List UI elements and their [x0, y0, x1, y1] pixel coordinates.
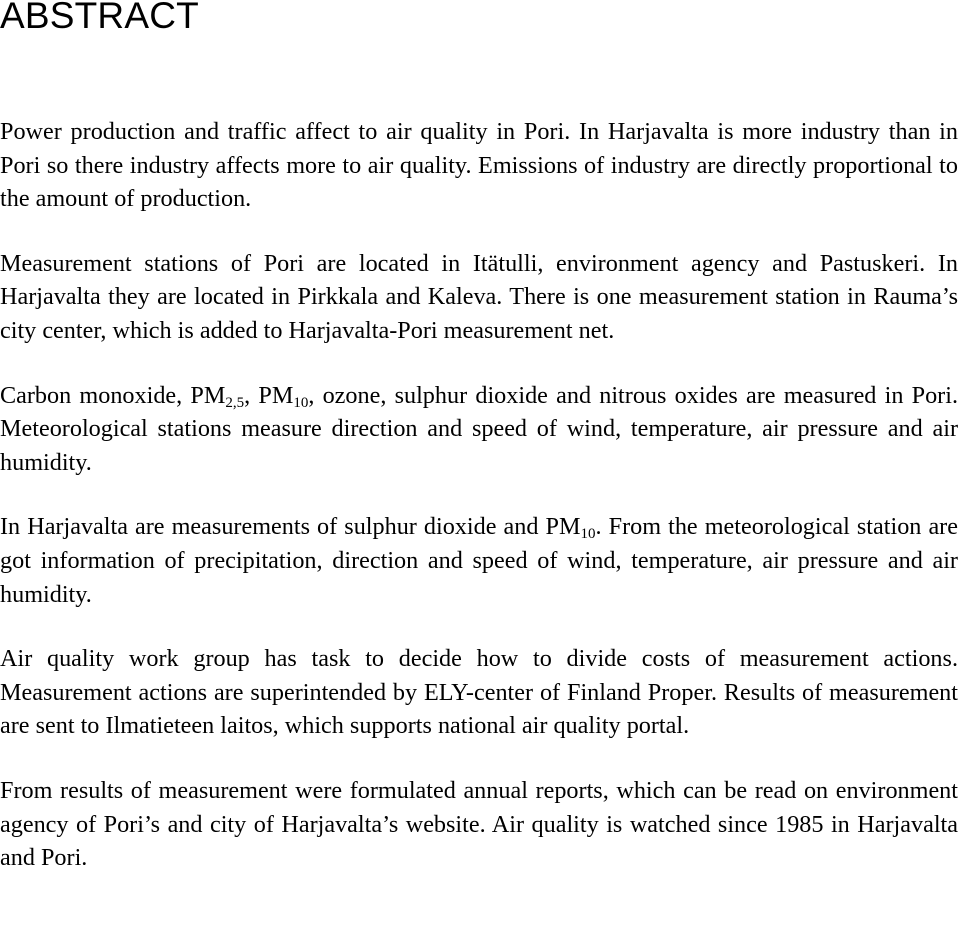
abstract-body	[0, 115, 958, 906]
paragraph-measurement-stations: Measurement stations of Pori are located in Itätulli, environment agency and Pastuskeri. In Harjavalta they are located in Pirkkala and Kaleva. There is one measurement station in Rauma’s city center, which is added to Harjavalta-Pori measurement net.	[0, 249, 958, 344]
paragraph-power-production: Power production and traffic affect to air quality in Pori. In Harjavalta is more industry than in Pori so there industry affects more to air quality. Emissions of industry are directly proportional to the amount of production.	[0, 118, 958, 213]
subscript-2-5: 2,5	[225, 394, 245, 411]
text-segment: Carbon monoxide, PM	[0, 381, 226, 409]
paragraph-annual-reports: From results of measurement were formulated annual reports, which can be read on environment agency of Pori’s and city of Harjavalta’s website. Air quality is watched since 1985 in Harjavalta and Pori.	[0, 776, 958, 872]
text-segment: , PM	[244, 381, 294, 409]
abstract-heading: ABSTRACT	[0, 0, 199, 36]
text-segment: . From the meteorological station are got information of precipitation, direction and speed of wind, temperature, air pressure and air humidity.	[0, 513, 958, 608]
paragraph-work-group: Air quality work group has task to decide how to divide costs of measurement actions. Measurement actions are superintended by ELY-center of Finland Proper. Results of measurement are sent to Ilmatieteen laitos, which supports national air quality portal.	[0, 645, 958, 740]
text-segment: , ozone, sulphur dioxide and nitrous oxides are measured in Pori. Meteorological stations measure direction and speed of wind, temperature, air pressure and air humidity.	[0, 381, 958, 476]
subscript-10: 10	[580, 526, 596, 543]
paragraph-harjavalta-measurements	[0, 510, 958, 611]
paragraph-measured-pollutants	[0, 379, 958, 480]
subscript-10: 10	[293, 394, 309, 411]
text-segment: In Harjavalta are measurements of sulphur dioxide and PM	[0, 513, 581, 541]
